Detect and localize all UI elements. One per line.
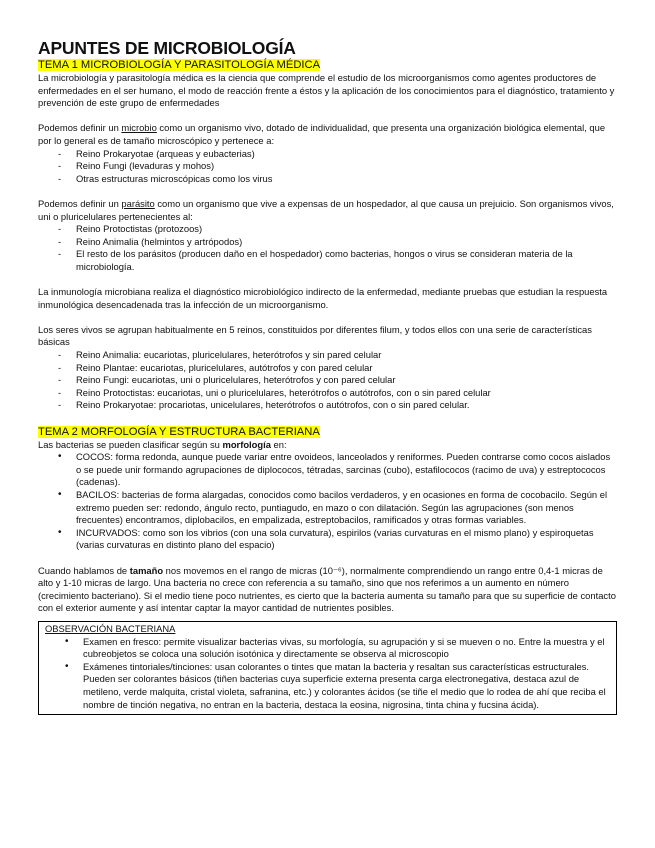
inmunologia-paragraph: La inmunología microbiana realiza el diagnóstico microbiológico indirecto de la enfermedad, mediante pruebas que estudian la respuesta inmunológica desencadenada tras la infección de un microorganismo.	[38, 286, 608, 310]
list-item: • INCURVADOS: como son los vibrios (con una sola curvatura), espirilos (varias curvaturas en el mismo plano) y espiroquetas (varias curvaturas en distinto plano del espacio)	[38, 527, 617, 552]
document-title: APUNTES DE MICROBIOLOGÍA	[38, 38, 296, 58]
list-item: - Reino Animalia: eucariotas, pluricelulares, heterótrofos y sin pared celular	[38, 349, 617, 362]
list-item: • Examen en fresco: permite visualizar bacterias vivas, su morfología, su agrupación y si se mueven o no. Entre la muestra y el cubreobjetos se coloca una solución isotónica y directamente se observa al microscopio	[45, 636, 610, 661]
observacion-list	[45, 636, 610, 712]
microbio-list	[38, 148, 617, 186]
list-item: - Reino Protoctistas (protozoos)	[38, 223, 617, 236]
list-item: - Otras estructuras microscópicas como los virus	[38, 173, 617, 186]
list-item: - El resto de los parásitos (producen daño en el hospedador) como bacterias, hongos o virus se consideran materia de la microbiología.	[38, 248, 617, 273]
list-item: - Reino Fungi (levaduras y mohos)	[38, 160, 617, 173]
list-item: - Reino Fungi: eucariotas, uni o pluricelulares, heterótrofos y con pared celular	[38, 374, 617, 387]
parasito-definition: Podemos definir un parásito como un organismo que vive a expensas de un hospedador, al que causa un prejuicio. Son organismos vivos, uni o pluricelulares pertenecientes al:	[38, 197, 614, 222]
list-item: - Reino Protoctistas: eucariotas, uni o pluricelulares, heterótrofos o autótrofos, con o sin pared celular	[38, 387, 617, 400]
list-item: • COCOS: forma redonda, aunque puede variar entre ovoideos, lanceolados y reniformes. Pueden contrarse como cocos aislados o se puede unir formando agrupaciones de diplococos, tétradas, sarcinas (cubo), estafilococos (racimo de uva) y estreptococos (cadenas).	[38, 451, 617, 489]
list-item: - Reino Prokaryotae: procariotas, unicelulares, heterótrofos o autótrofos, con o sin pared celular.	[38, 399, 617, 412]
tema2-intro: Las bacterias se pueden clasificar según su morfología en:	[38, 438, 287, 450]
observacion-title: OBSERVACIÓN BACTERIANA	[45, 622, 176, 634]
parasito-term: parásito	[121, 197, 155, 209]
reinos-intro: Los seres vivos se agrupan habitualmente en 5 reinos, constituidos por diferentes filum, y todos ellos con una serie de características básicas	[38, 323, 592, 348]
tamano-paragraph: Cuando hablamos de tamaño nos movemos en el rango de micras (10⁻⁶), normalmente comprendiendo un rango entre 0,4-1 micras de alto y 1-10 micras de largo. Una bacteria no crece con referencia a su tamaño, sino que nos referimos a un aumento en número (crecimiento bacteriano). Si el medio tiene poco nutrientes, es cierto que la bacteria aumenta su tamaño para que su superficie de contacto con el exterior aumente y así intentar captar la mayor cantidad de nutrientes posibles.	[38, 564, 616, 614]
microbio-definition: Podemos definir un microbio como un organismo vivo, dotado de individualidad, que presenta una organización biológica elemental, que por lo general es de tamaño microscópico y pertenece a:	[38, 122, 606, 146]
reinos-list	[38, 349, 617, 412]
tema1-heading: TEMA 1 MICROBIOLOGÍA Y PARASITOLOGÍA MÉDICA	[38, 59, 321, 71]
list-item: - Reino Prokaryotae (arqueas y eubacterias)	[38, 148, 617, 161]
tema2-heading: TEMA 2 MORFOLOGÍA Y ESTRUCTURA BACTERIANA	[38, 425, 320, 438]
list-item: - Reino Plantae: eucariotas, pluricelulares, autótrofos y con pared celular	[38, 362, 617, 375]
parasito-list	[38, 223, 617, 273]
list-item: • BACILOS: bacterias de forma alargadas, conocidos como bacilos verdaderos, y en ocasiones en forma de cocobacilo. Según el extremo pueden ser: redondo, ángulo recto, puntiagudo, en mazo o con dilatación. Según las agrupaciones (son menos frecuentes) encontramos, diplobacilos, en empalizada, estreptobacilos, ramificados y otras formas variables.	[38, 489, 617, 527]
observacion-box	[38, 621, 617, 715]
morfologia-list	[38, 451, 617, 552]
tema1-intro: La microbiología y parasitología médica es la ciencia que comprende el estudio de los microorganismos como agentes productores de enfermedades en el ser humano, el modo de reacción frente a éstos y la aplicación de los conocimientos para el diagnóstico, tratamiento y prevención de este grupo de enfermedades	[38, 72, 615, 109]
list-item: - Reino Animalia (helmintos y artrópodos)	[38, 236, 617, 249]
list-item: • Exámenes tintoriales/tinciones: usan colorantes o tintes que matan la bacteria y resaltan sus características estructurales. Pueden ser colorantes básicos (tiñen bacterias cuya superficie externa presenta carga electronegativa, destaca azul de metileno, verde malquita, cristal violeta, safranina, etc.) y colorantes ácidos (se tiñe el medio que lo rodea de ahí que reciba el nombre de tinción negativa, no entran en la bacteria, destaca la eosina, nigrosina, tinta china y fucsina ácida).	[45, 661, 610, 711]
microbio-term: microbio	[121, 122, 157, 134]
